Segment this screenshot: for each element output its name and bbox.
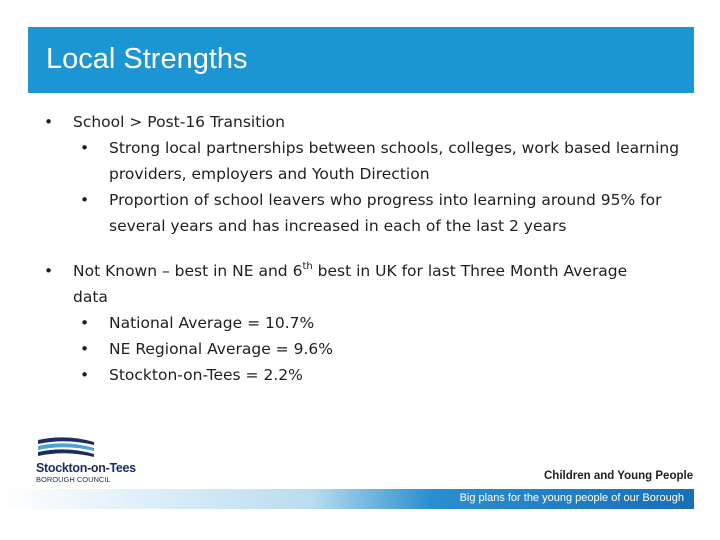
bullet-text-part: best in UK for last Three Month Average [312,262,628,280]
slide-title: Local Strengths [46,43,248,75]
bullet-text-part: Not Known – best in NE and 6 [73,262,303,280]
footer-slogan: Big plans for the young people of our Borough [459,492,684,504]
sub-bullet-item [44,336,684,362]
bullet-text: School > Post-16 Transition [73,113,285,131]
bullet-dot-icon: • [80,366,90,384]
bullet-dot-icon: • [44,262,54,280]
bullet-item [44,258,684,310]
sub-bullet-text: Strong local partnerships between schools, colleges, work based learning providers, employers and Youth Direction [109,139,680,183]
bullet-item [44,109,684,135]
bullet-dot-icon: • [80,139,90,157]
bullet-dot-icon: • [80,191,90,209]
sub-bullet-text: National Average = 10.7% [109,314,315,332]
sub-bullet-text: Stockton-on-Tees = 2.2% [109,366,303,384]
bullet-dot-icon: • [80,340,90,358]
bullet-text-part: data [73,288,108,306]
sub-bullet-item [44,187,684,239]
title-bar [28,27,694,93]
sub-bullet-text: NE Regional Average = 9.6% [109,340,333,358]
department-tag: Children and Young People [544,470,694,482]
sub-bullet-item [44,135,684,187]
bullet-dot-icon: • [80,314,90,332]
ordinal-suffix: th [302,260,313,272]
slide-content [44,109,684,388]
sub-bullet-item [44,362,684,388]
logo-name: Stockton-on-Tees [36,461,136,475]
sub-bullet-text: Proportion of school leavers who progress into learning around 95% for several years and has increased in each of the last 2 years [109,191,662,235]
logo-subtitle: BOROUGH COUNCIL [36,475,111,484]
bullet-dot-icon: • [44,113,54,131]
sub-bullet-item [44,310,684,336]
